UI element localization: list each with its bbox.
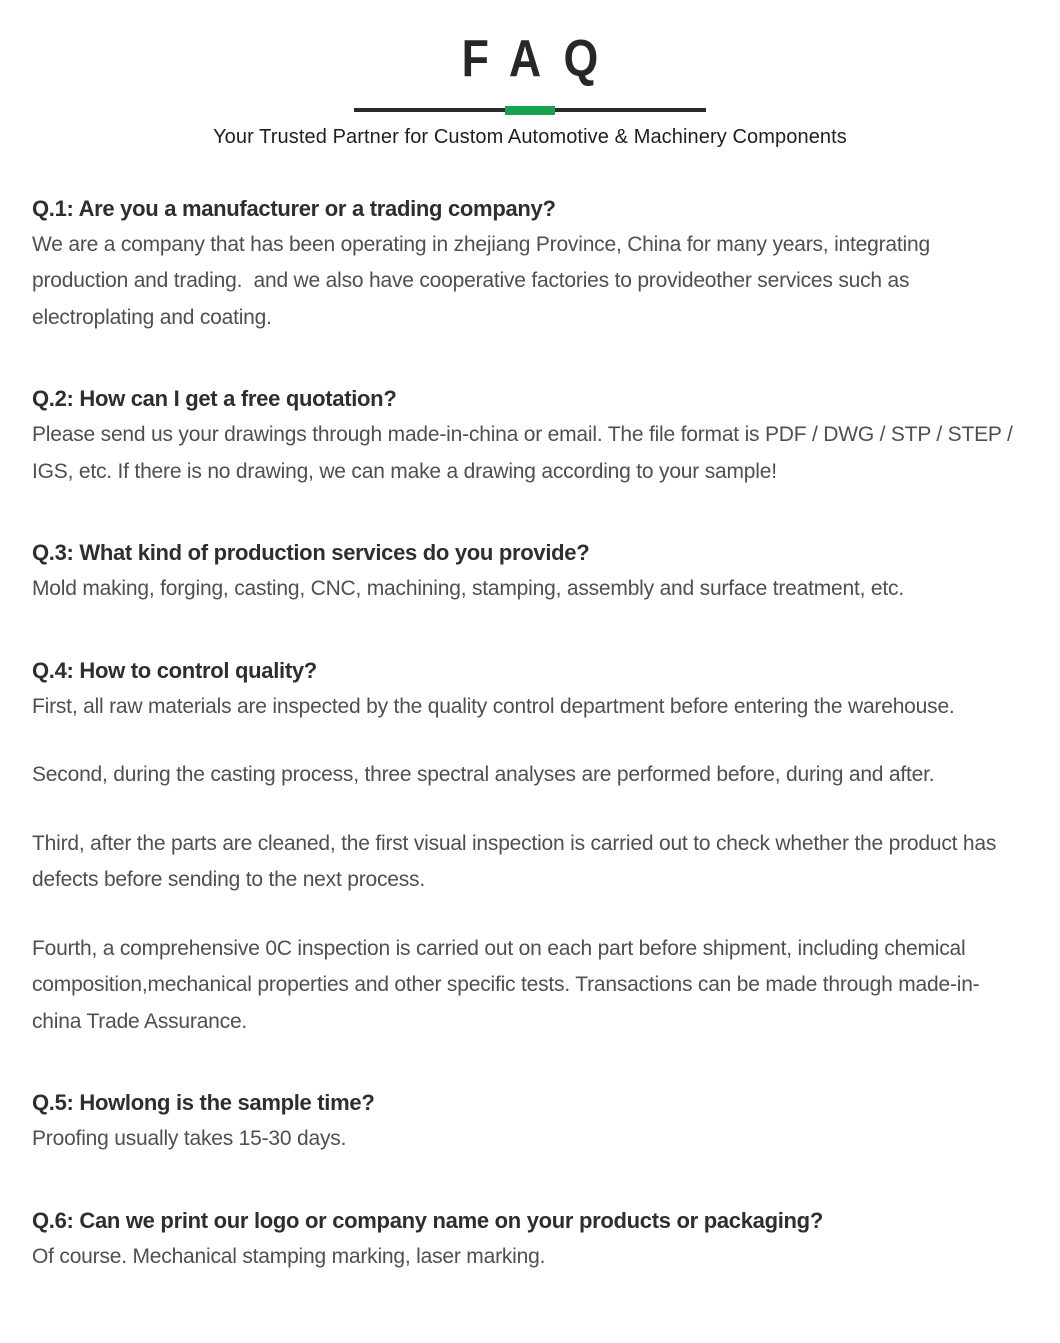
faq-answer	[32, 417, 1028, 490]
answer-paragraph: We are a company that has been operating in zhejiang Province, China for many years, integrating production and trading. and we also have cooperative factories to provideother services such as electroplating and coating.	[32, 232, 936, 329]
answer-paragraph: Mold making, forging, casting, CNC, machining, stamping, assembly and surface treatment, etc.	[32, 577, 904, 601]
page-title: FAQ	[461, 30, 621, 88]
answer-paragraph: Please send us your drawings through made-in-china or email. The file format is PDF / DWG / STP / STEP / IGS, etc. If there is no drawing, we can make a drawing according to your sample!	[32, 423, 1019, 483]
faq-question: Q.4: How to control quality?	[32, 657, 317, 683]
page-subtitle: Your Trusted Partner for Custom Automotive & Machinery Components	[213, 125, 847, 148]
faq-item-4	[32, 652, 1028, 1041]
faq-header	[32, 26, 1028, 150]
faq-list	[32, 190, 1028, 1276]
underline-accent	[505, 106, 555, 115]
faq-answer	[32, 571, 1028, 608]
answer-paragraph: Proofing usually takes 15-30 days.	[32, 1127, 347, 1151]
answer-paragraph: Second, during the casting process, three spectral analyses are performed before, during and after.	[32, 763, 935, 787]
faq-answer	[32, 1239, 1028, 1276]
faq-item-3	[32, 534, 1028, 608]
faq-item-6	[32, 1202, 1028, 1276]
underline-bar-left	[354, 108, 505, 112]
faq-item-1	[32, 190, 1028, 337]
underline-bar-right	[555, 108, 706, 112]
faq-answer	[32, 1121, 1028, 1158]
faq-question: Q.1: Are you a manufacturer or a trading company?	[32, 195, 556, 221]
answer-paragraph: Third, after the parts are cleaned, the first visual inspection is carried out to check whether the product has defects before sending to the next process.	[32, 831, 1002, 892]
faq-item-2	[32, 380, 1028, 490]
faq-question: Q.3: What kind of production services do you provide?	[32, 540, 590, 566]
faq-question: Q.6: Can we print our logo or company name on your products or packaging?	[32, 1207, 823, 1233]
faq-answer	[32, 227, 1028, 337]
faq-answer	[32, 689, 1028, 1041]
answer-paragraph: Of course. Mechanical stamping marking, laser marking.	[32, 1244, 546, 1268]
faq-question: Q.2: How can I get a free quotation?	[32, 386, 397, 412]
faq-question: Q.5: Howlong is the sample time?	[32, 1090, 375, 1116]
title-underline	[354, 106, 706, 115]
faq-item-5	[32, 1084, 1028, 1158]
answer-paragraph: Fourth, a comprehensive 0C inspection is carried out on each part before shipment, including chemical composition,mechanical properties and other specific tests. Transactions can be made through made-in-china Trade Assurance.	[32, 936, 980, 1033]
answer-paragraph: First, all raw materials are inspected by the quality control department before entering the warehouse.	[32, 694, 955, 718]
